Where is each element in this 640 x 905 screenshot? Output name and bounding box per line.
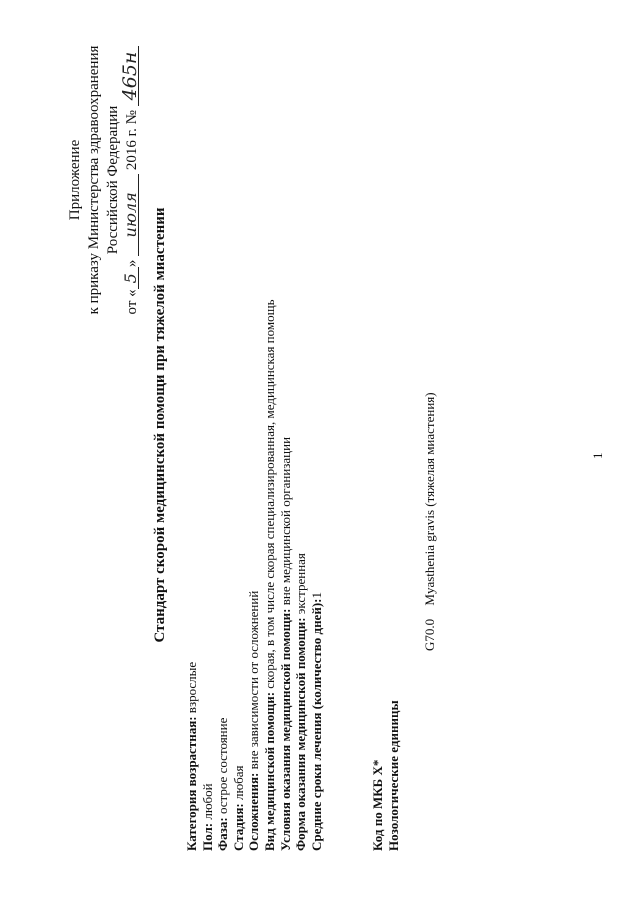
appendix-order-line: к приказу Министерства здравоохранения — [86, 45, 102, 315]
diagnosis-code: G70.0 — [422, 618, 437, 651]
icd-section — [370, 700, 401, 851]
field-label: Форма оказания медицинской помощи: — [293, 617, 309, 851]
field-label: Категория возрастная: — [184, 716, 199, 851]
standard-fields — [184, 299, 324, 851]
page-number: 1 — [590, 452, 605, 459]
field-complications — [246, 299, 262, 851]
field-care-form — [293, 299, 309, 851]
date-mid: » — [124, 259, 140, 268]
field-label: Средние сроки лечения (количество дней): — [308, 598, 324, 851]
field-label: Фаза: — [215, 817, 231, 851]
field-value: вне зависимости от осложнений — [246, 590, 262, 773]
field-phase — [215, 299, 231, 851]
field-value: экстренная — [293, 553, 309, 618]
field-label: Осложнения: — [246, 772, 262, 851]
field-value: любой — [199, 783, 215, 823]
icd-code-label: Код по МКБ X* — [370, 759, 385, 851]
appendix-ministry-line: Российской Федерации — [105, 105, 121, 255]
diagnosis-name: Myasthenia gravis (тяжелая миастения) — [422, 392, 437, 606]
field-value: 1 — [308, 592, 324, 599]
field-value: вне медицинской организации — [277, 436, 293, 609]
field-label: Условия оказания медицинской помощи: — [277, 608, 293, 851]
field-value: скорая, в том числе скорая специализированная, медицинская помощь — [261, 299, 277, 692]
field-value: острое состояние — [215, 717, 231, 818]
year-text: 2016 г. № — [124, 110, 140, 171]
appendix-title: Приложение — [67, 139, 83, 221]
appendix-date-line — [119, 10, 142, 350]
handwritten-day: 5 — [123, 267, 139, 289]
nosology-label: Нозологические единицы — [385, 700, 401, 851]
field-treatment-duration — [309, 299, 325, 851]
date-prefix: от « — [124, 289, 140, 315]
field-label: Пол: — [199, 822, 215, 851]
field-value: любая — [230, 765, 246, 804]
diagnosis-row — [422, 392, 438, 651]
field-care-type — [262, 299, 278, 851]
handwritten-order-number: 465н — [123, 46, 139, 107]
field-age-category — [184, 299, 200, 851]
handwritten-month: июля — [123, 174, 139, 256]
appendix-header — [66, 10, 142, 350]
field-care-conditions — [278, 299, 294, 851]
field-sex — [200, 299, 216, 851]
field-label: Вид медицинской помощи: — [261, 691, 277, 851]
field-stage — [231, 299, 247, 851]
field-label: Стадия: — [230, 803, 246, 851]
document-title: Стандарт скорой медицинской помощи при тяжелой миастении — [152, 207, 168, 643]
field-value: взрослые — [184, 661, 199, 717]
